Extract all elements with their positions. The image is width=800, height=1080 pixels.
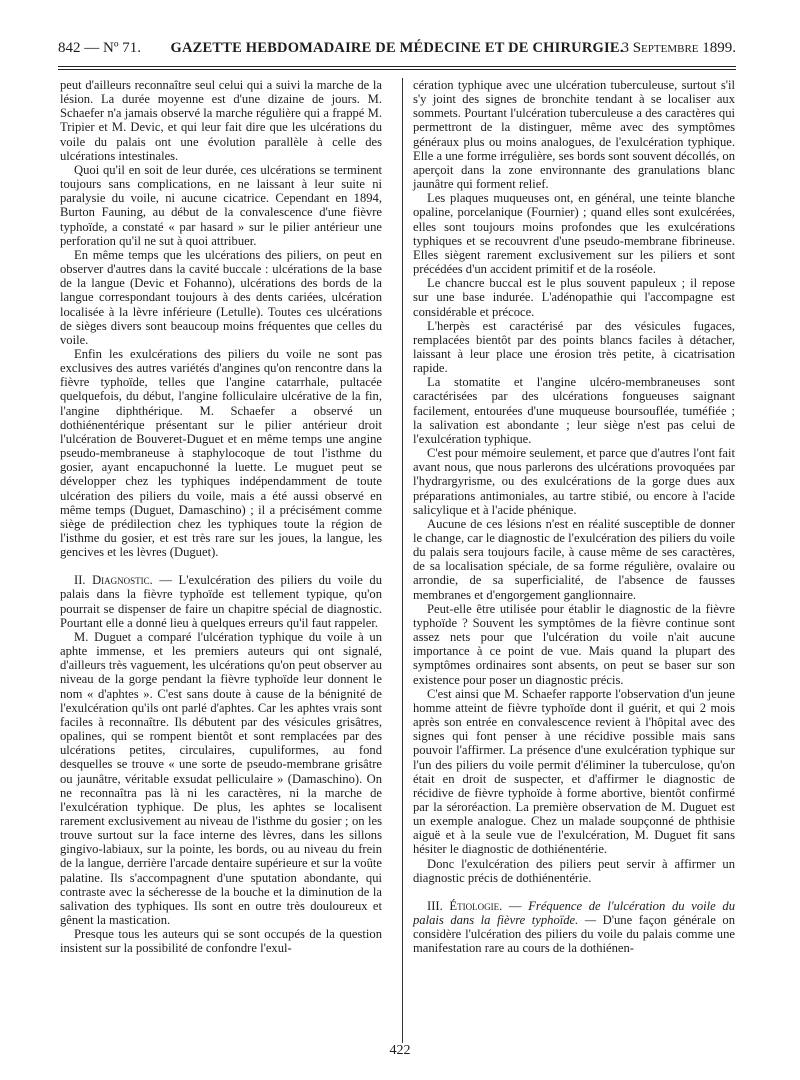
paragraph: L'herpès est caractérisé par des vésicules fugaces, remplacées bientôt par des points blancs faciles à détacher, laissant à leur place une érosion très petite, à cicatrisation rapide. [413, 318, 735, 376]
paragraph: Enfin les exulcérations des piliers du voile ne sont pas exclusives des autres variétés d'angines qu'on rencontre dans la fièvre typhoïde, telles que l'angine catarrhale, pultacée quelquefois, du début, l'angine folliculaire ulcérative de la fin, l'angine diphthérique. M. Schaefer a observé un dothiénentérique présentant sur le pilier antérieur droit l'ulcération de Bouveret-Duguet et en même temps une angine pseudo-membraneuse à staphylocoque de tout l'isthme du gosier, ayant encapuchonné la luette. Le muguet peut se développer chez les typhiques indépendamment de toute ulcération des piliers du voile, mais a été aussi observé en même temps (Duguet, Damaschino) ; il a précisément comme siège de prédilection chez les typhiques toute la région de l'isthme du gosier, et est très rare sur les joues, la langue, les gencives et les lèvres (Duguet). [60, 346, 382, 560]
paragraph: Quoi qu'il en soit de leur durée, ces ulcérations se terminent toujours sans complications, en ne laissant à leur suite ni paralysie du voile, ni aucune cicatrice. Cependant en 1894, Burton Fauning, au début de la convalescence d'une fièvre typhoïde, a constaté « par hasard » sur le pilier antérieur une perforation qu'il ne sut à quoi attribuer. [60, 162, 382, 248]
paragraph: M. Duguet a comparé l'ulcération typhique du voile à un aphte immense, et les premiers auteurs qui ont signalé, d'ailleurs très vaguement, les ulcérations qu'on peut observer au niveau de la gorge pendant la fièvre typhoïde leur donnent le nom « d'aphtes ». C'est sans doute à cause de la bénignité de l'exulcération qu'ils ont parlé d'aphtes. Car les aphtes vrais sont faciles à reconnaître. Ils débutent par des vésicules grisâtres, opalines, qui se rompent bientôt et sont remplacées par des ulcérations petites, circulaires, cupuliformes, au fond desquelles se trouve « une sorte de pseudo-membrane grisâtre ou jaunâtre, véritable exsudat pelliculaire » (Damaschino). On ne reconnaîtra pas là ni les caractères, ni la marche de l'exulcération typhique. De plus, les aphtes se localisent rarement exclusivement au niveau de l'isthme du gosier ; on les trouve surtout sur la face interne des lèvres, dans les sillons gingivo-labiaux, sur la pointe, les bords, ou au niveau du frein de la langue, derrière l'arcade dentaire supérieure et sur la voûte palatine. Ils s'accompagnent d'une sputation abondante, qui contraste avec la sécheresse de la bouche et la diminution de la salivation des typhiques. Ils sont en outre très douloureux et gênent la mastication. [60, 629, 382, 928]
section-title-etiologie: III. Étiologie. — [427, 898, 522, 913]
header-rule-top [58, 66, 736, 67]
paragraph: Presque tous les auteurs qui se sont occupés de la question insistent sur la possibilité de confondre l'exul- [60, 927, 382, 956]
paragraph: peut d'ailleurs reconnaître seul celui qui a suivi la marche de la lésion. La durée moyenne est d'une dizaine de jours. M. Schaefer n'a jamais observé la marche régulière qui a frappé M. Tripier et M. Devic, et qui leur fait dire que les ulcérations du voile du palais ont une évolution parallèle à celle des ulcérations intestinales. [60, 78, 382, 163]
section-subtitle: Fréquence de l'ulcération du voile du palais dans la fièvre typhoïde. — [413, 898, 735, 928]
paragraph: Le chancre buccal est le plus souvent papuleux ; il repose sur une base indurée. L'adénopathie qui l'accompagne est considérable et précoce. [413, 276, 735, 319]
paragraph: Donc l'exulcération des piliers peut servir à affirmer un diagnostic précis de dothiénentérie. [413, 856, 735, 885]
paragraph: Peut-elle être utilisée pour établir le diagnostic de la fièvre typhoïde ? Souvent les symptômes de la fièvre continue sont assez nets pour que l'ulcération du voile n'ait aucune importance à ce point de vue. Mais quand la plupart des symptômes ordinaires sont absents, on peut se baser sur son existence pour poser un diagnostic précis. [413, 601, 735, 687]
paragraph: C'est ainsi que M. Schaefer rapporte l'observation d'un jeune homme atteint de fièvre typhoïde dont il guérit, et qui 2 mois après son entrée en convalescence revient à l'hôpital avec des signes qui font penser à une récidive possible mais sans pouvoir l'affirmer. La présence d'une exulcération typhique sur l'un des piliers du voile permit d'éliminer la tuberculose, qu'on était en droit de suspecter, et d'affirmer le diagnostic de récidive de fièvre typhoïde à forme abortive, bientôt confirmé par la séroréaction. La première observation de M. Duguet est un exemple analogue. Chez un malade soupçonné de phthisie aiguë et à la seule vue de l'exulcération, M. Duguet fit sans hésiter le diagnostic de dothiénentérie. [413, 686, 735, 857]
right-column [413, 78, 735, 956]
page-folio: 422 [389, 1043, 411, 1058]
paragraph-text: L'exulcération des piliers du voile du palais dans la fièvre typhoïde est tellement typique, qu'on pourrait se dispenser de faire un chapitre spécial de diagnostic. Pourtant elle a donné lieu à quelques erreurs qu'il faut rappeler. [60, 573, 383, 630]
section-paragraph-diagnostic [60, 573, 382, 630]
paragraph-text: D'une façon générale on considère l'ulcération des piliers du voile du palais comme une manifestation rare au cours de la dothiénen- [413, 913, 736, 956]
issue-date: 3 Septembre 1899. [621, 40, 736, 56]
paragraph: Les plaques muqueuses ont, en général, une teinte blanche opaline, porcelanique (Fournier) ; quand elles sont exulcérées, elles sont toujours moins profondes que les exulcérations typhiques et se recouvrent d'une pseudo-membrane fibrineuse. Elles siègent rarement exclusivement sur les piliers et sont précédées d'un accident primitif et de la roséole. [413, 191, 735, 277]
paragraph: C'est pour mémoire seulement, et parce que d'autres l'ont fait avant nous, que nous parlerons des ulcérations provoquées par l'hydrargyrisme, ou des exulcérations de la gorge dues aux préparations antimoniales, au tartre stibié, ou encore à l'acide salicylique et à l'acide phénique. [413, 446, 735, 517]
paragraph: La stomatite et l'angine ulcéro-membraneuses sont caractérisées par des ulcérations fongueuses saignant facilement, entourées d'une muqueuse boursouflée, tuméfiée ; la salivation est abondante ; leur siège n'est pas celui de l'exulcération typhique. [413, 375, 735, 446]
section-paragraph-etiologie [413, 899, 735, 956]
journal-title: GAZETTE HEBDOMADAIRE DE MÉDECINE ET DE CHIRURGIE. [170, 40, 624, 56]
running-header [58, 38, 736, 58]
left-column [60, 78, 382, 956]
page-issue-number: 842 — Nº 71. [58, 40, 141, 56]
paragraph: cération typhique avec une ulcération tuberculeuse, surtout s'il s'y joint des signes de bronchite tendant à se localiser aux sommets. Pourtant l'ulcération tuberculeuse a des caractères qui permettront de la distinguer, même avec des symptômes généraux plus ou moins analogues, de l'exulcération typhique. Elle a une forme irrégulière, ses bords sont souvent décollés, on aperçoit dans la zone environnante des granulations blanc jaunâtre qui forment relief. [413, 78, 735, 192]
column-divider [402, 78, 403, 1043]
paragraph: En même temps que les ulcérations des piliers, on peut en observer d'autres dans la cavité buccale : ulcérations de la base de la langue (Devic et Fohanno), ulcérations des bords de la langue correspondant toujours à des dents cariées, ulcération localisée à la lèvre inférieure (Letulle). Toutes ces ulcérations de sièges divers sont beaucoup moins fréquentes que celles du voile. [60, 247, 382, 347]
paragraph: Aucune de ces lésions n'est en réalité susceptible de donner le change, car le diagnostic de l'exulcération des piliers du voile du palais sera toujours facile, à cause même de ses caractères, de sa localisation spéciale, de sa forme régulière, ovalaire ou arrondie, de sa superficialité, de l'absence de fausses membranes et d'engorgement ganglionnaire. [413, 516, 735, 602]
header-rule-bottom [58, 69, 736, 70]
section-title-diagnostic: II. Diagnostic. — [74, 573, 172, 588]
